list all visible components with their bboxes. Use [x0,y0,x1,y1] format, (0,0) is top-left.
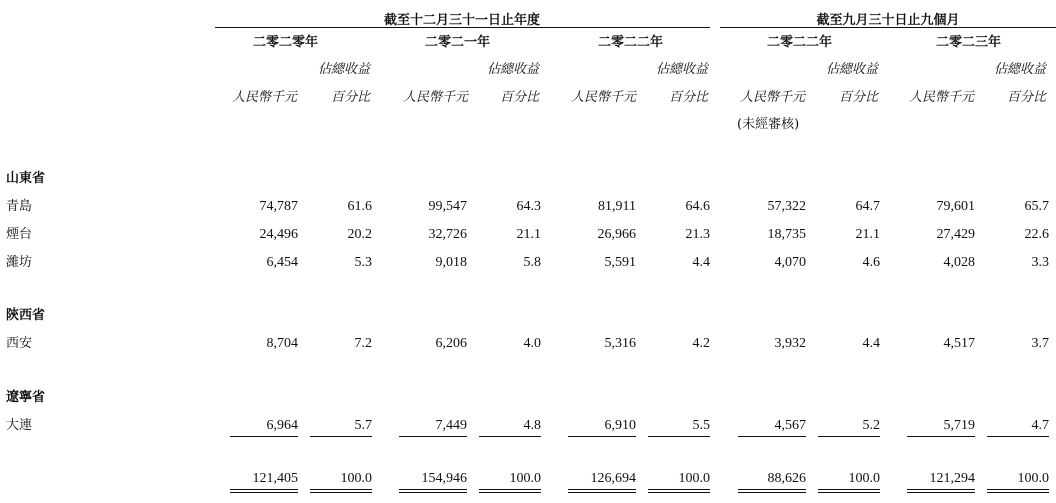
row-yantai-cell: 32,726 [428,227,467,242]
row-qingdao-cell: 64.7 [855,199,880,214]
unaudited-note: (未經審核) [737,117,800,132]
amount-header: 人民幣千元 [740,90,806,105]
row-qingdao-cell: 61.6 [347,199,372,214]
group-rule-annual [215,27,710,28]
row-yantai-cell: 18,735 [767,227,806,242]
row-total-cell: 100.0 [848,471,880,486]
row-dalian-cell: 6,910 [604,418,636,433]
row-yantai-cell: 26,966 [597,227,636,242]
row-xian-cell: 4.2 [692,336,710,351]
row-dalian-cell: 6,964 [266,418,298,433]
row-qingdao-cell: 99,547 [428,199,467,214]
row-dalian-cell: 4.8 [523,418,541,433]
row-yantai-cell: 22.6 [1024,227,1049,242]
row-dalian-cell: 4,567 [774,418,806,433]
row-qingdao-cell: 74,787 [259,199,298,214]
pct-header-line1: 佔總收益 [656,62,709,77]
subtotal-rule [399,436,467,437]
row-weifang-cell: 3.3 [1031,255,1049,270]
row-dalian-cell: 5.5 [692,418,710,433]
pct-header-line2: 百分比 [1007,90,1047,105]
total-double-rule [987,489,1049,493]
row-weifang-cell: 4.6 [862,255,880,270]
total-double-rule [230,489,298,493]
row-total-cell: 100.0 [1017,471,1049,486]
row-total-cell: 121,294 [929,471,975,486]
row-label-weifang: 濰坊 [6,255,33,270]
section-title-shaanxi: 陝西省 [6,308,46,323]
year-header-2023-interim: 二零二三年 [936,35,1002,50]
row-yantai-cell: 21.1 [855,227,880,242]
row-xian-cell: 3.7 [1031,336,1049,351]
total-double-rule [479,489,541,493]
row-dalian-cell: 7,449 [435,418,467,433]
row-total-cell: 100.0 [678,471,710,486]
row-weifang-cell: 4.4 [692,255,710,270]
row-weifang-cell: 5.8 [523,255,541,270]
row-yantai-cell: 21.3 [685,227,710,242]
total-double-rule [648,489,710,493]
year-header-2022-interim: 二零二二年 [767,35,833,50]
subtotal-rule [987,436,1049,437]
total-double-rule [738,489,806,493]
pct-header-line2: 百分比 [839,90,879,105]
pct-header-line2: 百分比 [669,90,709,105]
row-label-qingdao: 青島 [6,199,33,214]
subtotal-rule [738,436,806,437]
subtotal-rule [479,436,541,437]
subtotal-rule [648,436,710,437]
row-xian-cell: 4,517 [943,336,975,351]
row-total-cell: 100.0 [509,471,541,486]
row-qingdao-cell: 64.3 [516,199,541,214]
group-rule-interim [720,27,1056,28]
row-label-dalian: 大連 [6,418,33,433]
row-dalian-cell: 4.7 [1031,418,1049,433]
row-weifang-cell: 5.3 [354,255,372,270]
amount-header: 人民幣千元 [403,90,469,105]
section-title-shandong: 山東省 [6,171,46,186]
row-yantai-cell: 27,429 [936,227,975,242]
section-title-liaoning: 遼寧省 [6,390,46,405]
row-dalian-cell: 5.7 [354,418,372,433]
row-weifang-cell: 5,591 [604,255,636,270]
row-xian-cell: 7.2 [354,336,372,351]
pct-header-line1: 佔總收益 [487,62,540,77]
row-qingdao-cell: 57,322 [767,199,806,214]
subtotal-rule [568,436,636,437]
year-header-2021: 二零二一年 [425,35,491,50]
amount-header: 人民幣千元 [232,90,298,105]
subtotal-rule [310,436,372,437]
row-weifang-cell: 9,018 [435,255,467,270]
row-xian-cell: 5,316 [604,336,636,351]
row-yantai-cell: 24,496 [259,227,298,242]
row-xian-cell: 3,932 [774,336,806,351]
row-qingdao-cell: 64.6 [685,199,710,214]
row-xian-cell: 8,704 [266,336,298,351]
subtotal-rule [230,436,298,437]
pct-header-line1: 佔總收益 [994,62,1047,77]
row-total-cell: 154,946 [421,471,467,486]
amount-header: 人民幣千元 [571,90,637,105]
year-header-2020: 二零二零年 [253,35,319,50]
row-total-cell: 126,694 [590,471,636,486]
row-xian-cell: 4.4 [862,336,880,351]
pct-header-line2: 百分比 [500,90,540,105]
year-header-2022-annual: 二零二二年 [598,35,664,50]
row-weifang-cell: 4,028 [943,255,975,270]
row-total-cell: 100.0 [340,471,372,486]
amount-header: 人民幣千元 [909,90,975,105]
total-double-rule [907,489,975,493]
row-weifang-cell: 4,070 [774,255,806,270]
row-xian-cell: 6,206 [435,336,467,351]
pct-header-line1: 佔總收益 [318,62,371,77]
row-label-yantai: 煙台 [6,227,33,242]
row-yantai-cell: 21.1 [516,227,541,242]
total-double-rule [310,489,372,493]
row-label-xian: 西安 [6,336,33,351]
subtotal-rule [907,436,975,437]
row-dalian-cell: 5.2 [862,418,880,433]
row-dalian-cell: 5,719 [943,418,975,433]
total-double-rule [568,489,636,493]
pct-header-line1: 佔總收益 [826,62,879,77]
row-qingdao-cell: 65.7 [1024,199,1049,214]
group-title-annual: 截至十二月三十一日止年度 [383,13,540,28]
row-qingdao-cell: 79,601 [936,199,975,214]
subtotal-rule [818,436,880,437]
row-total-cell: 121,405 [252,471,298,486]
group-title-interim: 截至九月三十日止九個月 [816,13,960,28]
row-yantai-cell: 20.2 [347,227,372,242]
row-qingdao-cell: 81,911 [598,199,636,214]
row-xian-cell: 4.0 [523,336,541,351]
row-total-cell: 88,626 [767,471,806,486]
pct-header-line2: 百分比 [331,90,371,105]
row-weifang-cell: 6,454 [266,255,298,270]
total-double-rule [818,489,880,493]
total-double-rule [399,489,467,493]
